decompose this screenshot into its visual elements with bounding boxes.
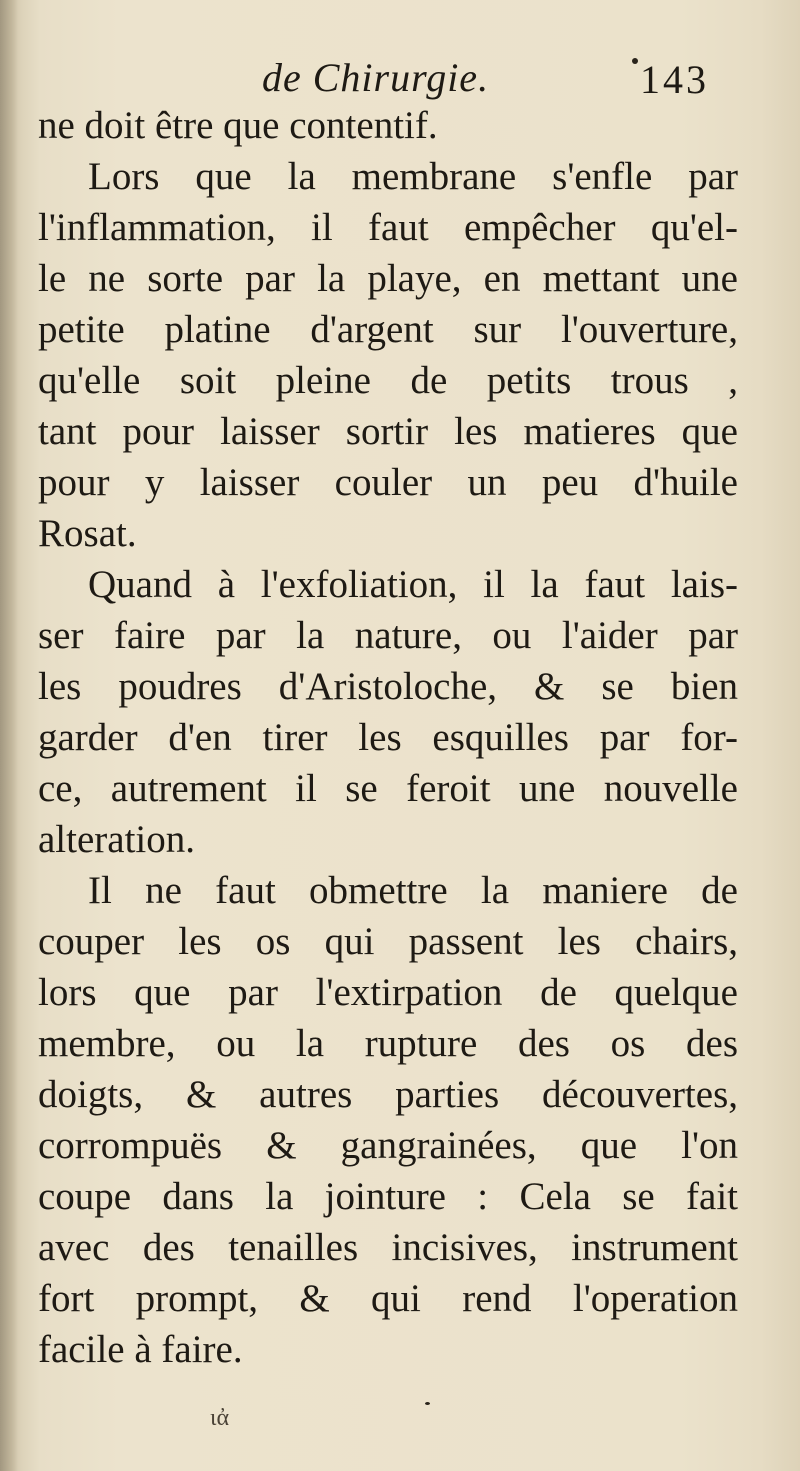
text-line: ne doit être que contentif. [38,104,438,147]
text-line: Rosat. [38,512,137,555]
text-line: qu'elle soit pleine de petits trous , [38,359,738,402]
page-gutter-shadow [0,0,18,1471]
text-line: avec des tenailles incisives, instrument [38,1226,738,1269]
text-line: fort prompt, & qui rend l'operation [38,1277,738,1320]
text-line: membre, ou la rupture des os des [38,1022,738,1065]
text-line: tant pour laisser sortir les matieres que [38,410,738,453]
text-line: Lors que la membrane s'enfle par [88,155,738,198]
footer-mark: ιἀ [210,1405,230,1431]
running-head: de Chirurgie. [262,55,490,100]
text-line: doigts, & autres parties découvertes, [38,1073,738,1116]
text-line: garder d'en tirer les esquilles par for- [38,716,738,759]
text-line: ce, autrement il se feroit une nouvelle [38,767,738,810]
text-line: lors que par l'extirpation de quelque [38,971,738,1014]
text-line: coupe dans la jointure : Cela se fait [38,1175,738,1218]
text-line: Quand à l'exfoliation, il la faut lais- [88,563,738,606]
ink-speck [425,1402,430,1405]
text-line: l'inflammation, il faut empêcher qu'el- [38,206,738,249]
page-number: 143 [640,57,709,102]
text-line: facile à faire. [38,1328,243,1371]
text-line: le ne sorte par la playe, en mettant une [38,257,738,300]
text-line: corrompuës & gangrainées, que l'on [38,1124,738,1167]
ink-speck [632,58,638,64]
text-line: petite platine d'argent sur l'ouverture, [38,308,738,351]
text-line: couper les os qui passent les chairs, [38,920,738,963]
body-text [38,100,738,1375]
text-line: les poudres d'Aristoloche, & se bien [38,665,738,708]
text-line: Il ne faut obmettre la maniere de [88,869,738,912]
text-line: alteration. [38,818,196,861]
text-line: ser faire par la nature, ou l'aider par [38,614,738,657]
text-line: pour y laisser couler un peu d'huile [38,461,738,504]
